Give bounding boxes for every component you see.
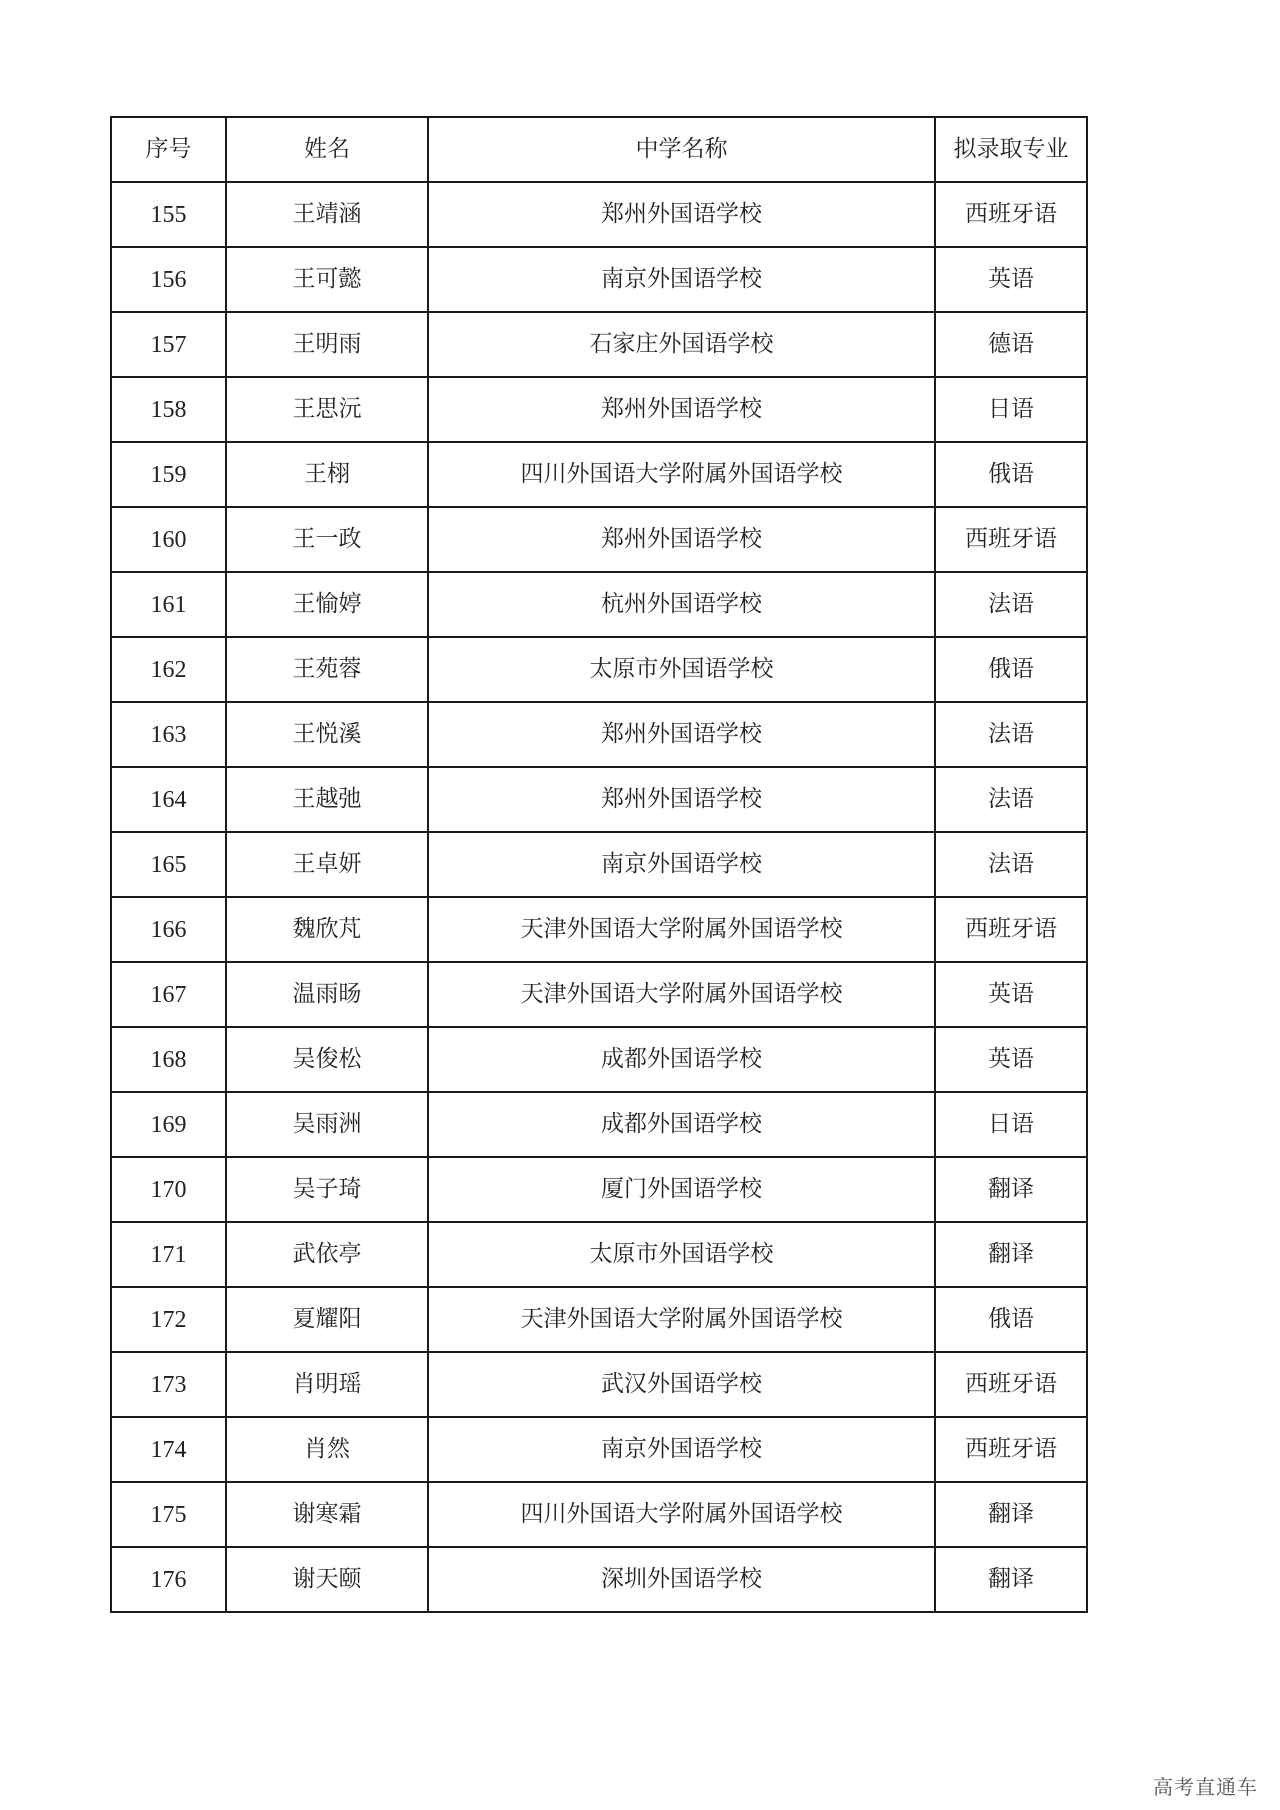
cell-seq: 175 (111, 1482, 226, 1547)
cell-school: 南京外国语学校 (428, 832, 935, 897)
cell-seq: 157 (111, 312, 226, 377)
header-name: 姓名 (226, 117, 428, 182)
table-row (111, 182, 1087, 247)
cell-name: 王一政 (226, 507, 428, 572)
cell-name: 肖然 (226, 1417, 428, 1482)
cell-name: 王栩 (226, 442, 428, 507)
cell-major: 西班牙语 (935, 182, 1087, 247)
cell-seq: 161 (111, 572, 226, 637)
table-row (111, 1547, 1087, 1612)
cell-major: 日语 (935, 1092, 1087, 1157)
cell-seq: 170 (111, 1157, 226, 1222)
cell-major: 法语 (935, 702, 1087, 767)
header-seq: 序号 (111, 117, 226, 182)
table-row (111, 832, 1087, 897)
cell-major: 西班牙语 (935, 897, 1087, 962)
cell-seq: 169 (111, 1092, 226, 1157)
table-body (111, 182, 1087, 1612)
table-row (111, 1157, 1087, 1222)
cell-major: 法语 (935, 832, 1087, 897)
cell-name: 武依亭 (226, 1222, 428, 1287)
table-row (111, 1417, 1087, 1482)
cell-major: 西班牙语 (935, 507, 1087, 572)
cell-seq: 164 (111, 767, 226, 832)
cell-seq: 158 (111, 377, 226, 442)
cell-major: 英语 (935, 1027, 1087, 1092)
cell-major: 西班牙语 (935, 1352, 1087, 1417)
cell-major: 翻译 (935, 1482, 1087, 1547)
table-row (111, 1027, 1087, 1092)
cell-school: 南京外国语学校 (428, 1417, 935, 1482)
table-row (111, 702, 1087, 767)
cell-school: 天津外国语大学附属外国语学校 (428, 1287, 935, 1352)
table-row (111, 1287, 1087, 1352)
cell-seq: 156 (111, 247, 226, 312)
cell-major: 俄语 (935, 637, 1087, 702)
table-row (111, 1482, 1087, 1547)
table-header (111, 117, 1087, 182)
table-row (111, 312, 1087, 377)
cell-school: 成都外国语学校 (428, 1027, 935, 1092)
cell-name: 温雨旸 (226, 962, 428, 1027)
cell-school: 深圳外国语学校 (428, 1547, 935, 1612)
cell-school: 石家庄外国语学校 (428, 312, 935, 377)
cell-school: 四川外国语大学附属外国语学校 (428, 1482, 935, 1547)
cell-name: 吴俊松 (226, 1027, 428, 1092)
cell-name: 王苑蓉 (226, 637, 428, 702)
table-row (111, 637, 1087, 702)
table-row (111, 897, 1087, 962)
cell-seq: 155 (111, 182, 226, 247)
cell-name: 王靖涵 (226, 182, 428, 247)
cell-seq: 168 (111, 1027, 226, 1092)
cell-name: 王可懿 (226, 247, 428, 312)
cell-major: 俄语 (935, 1287, 1087, 1352)
cell-name: 王卓妍 (226, 832, 428, 897)
cell-seq: 165 (111, 832, 226, 897)
cell-major: 翻译 (935, 1157, 1087, 1222)
cell-seq: 172 (111, 1287, 226, 1352)
cell-major: 俄语 (935, 442, 1087, 507)
cell-name: 王悦溪 (226, 702, 428, 767)
cell-seq: 174 (111, 1417, 226, 1482)
cell-major: 法语 (935, 767, 1087, 832)
table-row (111, 377, 1087, 442)
cell-school: 南京外国语学校 (428, 247, 935, 312)
cell-seq: 167 (111, 962, 226, 1027)
cell-name: 王愉婷 (226, 572, 428, 637)
table-row (111, 247, 1087, 312)
header-school: 中学名称 (428, 117, 935, 182)
cell-major: 西班牙语 (935, 1417, 1087, 1482)
cell-name: 王越弛 (226, 767, 428, 832)
cell-seq: 163 (111, 702, 226, 767)
cell-school: 太原市外国语学校 (428, 1222, 935, 1287)
cell-seq: 171 (111, 1222, 226, 1287)
table-row (111, 1222, 1087, 1287)
table-row (111, 1352, 1087, 1417)
cell-major: 法语 (935, 572, 1087, 637)
cell-school: 成都外国语学校 (428, 1092, 935, 1157)
cell-major: 德语 (935, 312, 1087, 377)
cell-school: 郑州外国语学校 (428, 182, 935, 247)
cell-name: 夏耀阳 (226, 1287, 428, 1352)
cell-school: 天津外国语大学附属外国语学校 (428, 962, 935, 1027)
table-row (111, 962, 1087, 1027)
cell-school: 四川外国语大学附属外国语学校 (428, 442, 935, 507)
cell-name: 魏欣芃 (226, 897, 428, 962)
cell-major: 翻译 (935, 1222, 1087, 1287)
cell-name: 谢天颐 (226, 1547, 428, 1612)
cell-school: 郑州外国语学校 (428, 377, 935, 442)
admission-table (110, 116, 1088, 1613)
cell-school: 郑州外国语学校 (428, 702, 935, 767)
cell-name: 王思沅 (226, 377, 428, 442)
cell-school: 郑州外国语学校 (428, 767, 935, 832)
cell-name: 王明雨 (226, 312, 428, 377)
table-row (111, 507, 1087, 572)
watermark-text: 高考直通车 (1153, 1775, 1258, 1799)
cell-name: 吴雨洲 (226, 1092, 428, 1157)
table-row (111, 767, 1087, 832)
cell-name: 吴子琦 (226, 1157, 428, 1222)
cell-school: 厦门外国语学校 (428, 1157, 935, 1222)
cell-major: 英语 (935, 247, 1087, 312)
cell-name: 谢寒霜 (226, 1482, 428, 1547)
cell-school: 武汉外国语学校 (428, 1352, 935, 1417)
cell-seq: 173 (111, 1352, 226, 1417)
cell-major: 英语 (935, 962, 1087, 1027)
cell-school: 太原市外国语学校 (428, 637, 935, 702)
header-major: 拟录取专业 (935, 117, 1087, 182)
cell-major: 翻译 (935, 1547, 1087, 1612)
cell-seq: 166 (111, 897, 226, 962)
table-row (111, 1092, 1087, 1157)
cell-seq: 160 (111, 507, 226, 572)
cell-name: 肖明瑶 (226, 1352, 428, 1417)
table-row (111, 442, 1087, 507)
cell-seq: 159 (111, 442, 226, 507)
cell-seq: 176 (111, 1547, 226, 1612)
cell-school: 杭州外国语学校 (428, 572, 935, 637)
cell-major: 日语 (935, 377, 1087, 442)
header-row (111, 117, 1087, 182)
cell-school: 天津外国语大学附属外国语学校 (428, 897, 935, 962)
cell-seq: 162 (111, 637, 226, 702)
table-row (111, 572, 1087, 637)
cell-school: 郑州外国语学校 (428, 507, 935, 572)
